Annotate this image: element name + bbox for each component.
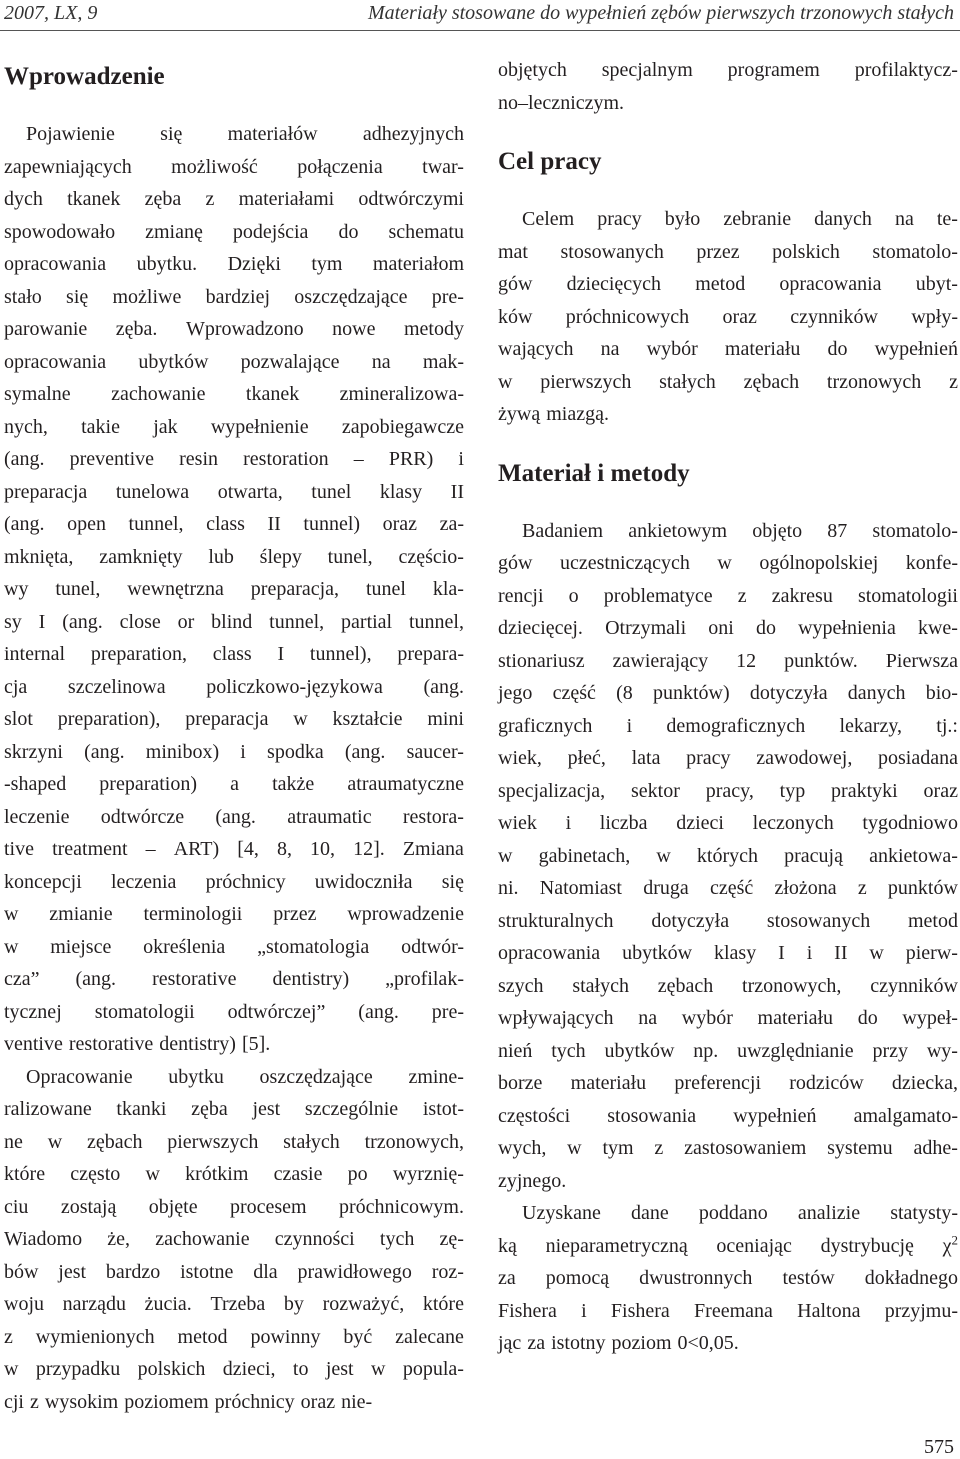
text-line: mknięta, zamknięty lub ślepy tunel, częścio-: [4, 545, 464, 568]
text-line: Fishera i Fishera Freemana Haltona przyjmu-: [498, 1299, 958, 1322]
header-rule: [0, 30, 960, 31]
text-line: cja szczelinowa policzkowo-językowa (ang.: [4, 675, 464, 698]
text-line: opracowania ubytków klasy I i II w pierw-: [498, 942, 958, 964]
text-line: leczenie odtwórcze (ang. atraumatic restora-: [4, 805, 464, 828]
text-line: szych stałych zębach trzonowych, czynników: [498, 974, 958, 997]
text-line: Celem pracy było zebranie danych na te-: [522, 208, 958, 230]
paragraph-intro-2: [4, 1061, 464, 1419]
text-line: żywą miazgą.: [498, 403, 609, 425]
journal-issue: 2007, LX, 9: [4, 2, 98, 24]
text-line: Opracowanie ubytku oszczędzające zmine-: [26, 1065, 464, 1088]
text-line: cji z wysokim poziomem próchnicy oraz nie-: [4, 1390, 373, 1413]
heading-material-i-metody: Materiał i metody: [498, 459, 690, 487]
text-line: objętych specjalnym programem profilaktycz-: [498, 59, 958, 81]
text-line: wy tunel, wewnętrzna preparacja, tunel kla-: [4, 578, 464, 600]
text-line: ków próchnicowych oraz czynników wpły-: [498, 305, 958, 328]
text-line: (ang. preventive resin restoration – PRR) i: [4, 448, 464, 470]
text-line: -shaped preparation) a także atraumatyczne: [4, 773, 464, 795]
text-line: Badaniem ankietowym objęto 87 stomatolo-: [522, 519, 958, 542]
text-line: gów dziecięcych metod opracowania ubyt-: [498, 273, 958, 295]
text-line: ne w zębach pierwszych stałych trzonowych,: [4, 1130, 464, 1153]
text-line: woju narządu żucia. Trzeba by rozważyć, które: [4, 1293, 464, 1315]
text-line: zapewniających możliwość połączenia twar-: [4, 155, 464, 178]
text-line: stionariusz zawierający 12 punktów. Pierwsza: [498, 649, 958, 672]
text-line: cza” (ang. restorative dentistry) „profilak-: [4, 968, 464, 990]
text-line: opracowania ubytku. Dzięki tym materiałom: [4, 253, 464, 275]
text-line: skrzyni (ang. minibox) i spodka (ang. saucer-: [4, 740, 464, 763]
text-line: preparacja tunelowa otwarta, tunel klasy II: [4, 480, 464, 503]
heading-wprowadzenie: Wprowadzenie: [4, 63, 165, 90]
text-line: zyjnego.: [498, 1169, 567, 1192]
paragraph-cel-pracy: [498, 203, 958, 431]
text-line: opracowania ubytków pozwalające na mak-: [4, 350, 464, 373]
text-line: ralizowane tkanki zęba jest szczególnie istot-: [4, 1098, 464, 1120]
text-line: rencji o problematyce z zakresu stomatologii: [498, 584, 958, 607]
text-line: wających na wybór materiału do wypełnień: [498, 338, 958, 360]
text-line: dziecięcej. Otrzymali oni do wypełnienia kwe-: [498, 617, 958, 639]
text-line: nych, takie jak wypełnienie zapobiegawcze: [4, 415, 464, 438]
text-line: jąc za istotny poziom 0<0,05.: [498, 1332, 739, 1354]
paragraph-metody-1: [498, 515, 958, 1198]
text-line: graficznych i demograficznych lekarzy, tj.:: [498, 714, 958, 737]
text-line: Wiadomo że, zachowanie czynności tych zę-: [4, 1228, 464, 1250]
text-line: symalne zachowanie tkanek zmineralizowa-: [4, 383, 464, 405]
text-line: dych tkanek zęba z materiałami odtwórczymi: [4, 188, 464, 210]
text-line: ventive restorative dentistry) [5].: [4, 1033, 271, 1055]
text-line: strukturalnych dotyczyła stosowanych metod: [498, 909, 958, 932]
text-line: w zmianie terminologii przez wprowadzenie: [4, 903, 464, 925]
text-line: wiek, płeć, lata pracy zawodowej, posiadana: [498, 747, 958, 769]
text-line: tycznej stomatologii odtwórczej” (ang. pre-: [4, 1000, 464, 1023]
text-line: slot preparation), preparacja w kształcie mini: [4, 708, 464, 730]
text-line: które często w krótkim czasie po wyrznię-: [4, 1163, 464, 1185]
text-line: ni. Natomiast druga część złożona z punktów: [498, 877, 958, 899]
text-line: internal preparation, class I tunnel), prepara-: [4, 643, 464, 665]
text-line: z wymienionych metod powinny być zalecane: [4, 1325, 464, 1348]
text-line: w miejsce określenia „stomatologia odtwór-: [4, 935, 464, 958]
text-line: gów uczestniczących w ogólnopolskiej konfe-: [498, 552, 958, 574]
text-line: stało się możliwe bardziej oszczędzające pre-: [4, 285, 464, 308]
text-line: mat stosowanych przez polskich stomatolo-: [498, 240, 958, 263]
text-line: jego część (8 punktów) dotyczyła danych bio-: [498, 682, 958, 704]
running-title: Materiały stosowane do wypełnień zębów pierwszych trzonowych stałych: [367, 2, 954, 24]
left-column: [4, 54, 464, 1418]
text-line: w gabinetach, w których pracują ankietowa-: [498, 844, 958, 867]
text-line: bów jest bardzo istotne dla prawidłowego roz-: [4, 1260, 464, 1283]
heading-cel-pracy: Cel pracy: [498, 148, 602, 175]
text-line: borze materiału preferencji rodziców dziecka,: [498, 1072, 958, 1094]
text-line: specjalizacja, sektor pracy, typ praktyki oraz: [498, 779, 958, 802]
paragraph-metody-2: [498, 1197, 958, 1360]
text-line: ką nieparametryczną oceniając dystrybucję $\chi^2$: [498, 1231, 958, 1257]
text-line: częstości stosowania wypełnień amalgamato-: [498, 1104, 958, 1127]
text-line: w przypadku polskich dzieci, to jest w popula-: [4, 1358, 464, 1380]
page-number: 575: [924, 1436, 954, 1458]
text-line: ciu zostają objęte procesem próchnicowym.: [4, 1195, 464, 1218]
paragraph-continuation: [498, 54, 958, 119]
running-header: [0, 0, 960, 30]
paragraph-intro-1: [4, 118, 464, 1061]
text-line: spowodowało zmianę podejścia do schematu: [4, 220, 464, 243]
text-line: Uzyskane dane poddano analizie statysty-: [522, 1202, 958, 1224]
text-line: wiek i liczba dzieci leczonych tygodniowo: [498, 812, 958, 834]
text-line: tive treatment – ART) [4, 8, 10, 12]. Zmiana: [4, 838, 464, 860]
right-column: [498, 54, 958, 1360]
text-line: wpływających na wybór materiału do wypeł-: [498, 1007, 958, 1029]
text-line: nień tych ubytków np. uwzględnianie przy wy-: [498, 1039, 958, 1062]
text-line: no–leczniczym.: [498, 91, 625, 114]
chi-square-superscript: 2: [951, 1231, 958, 1247]
text-line: sy I (ang. close or blind tunnel, partial tunnel,: [4, 610, 464, 633]
text-line: za pomocą dwustronnych testów dokładnego: [498, 1267, 958, 1289]
text-line: parowanie zęba. Wprowadzono nowe metody: [4, 318, 464, 340]
text-line: wych, w tym z zastosowaniem systemu adhe-: [498, 1137, 958, 1159]
text-line: (ang. open tunnel, class II tunnel) oraz za-: [4, 513, 464, 535]
text-line: Pojawienie się materiałów adhezyjnych: [26, 123, 464, 145]
text-line: w pierwszych stałych zębach trzonowych z: [498, 370, 958, 393]
text-line: koncepcji leczenia próchnicy uwidoczniła się: [4, 870, 464, 893]
